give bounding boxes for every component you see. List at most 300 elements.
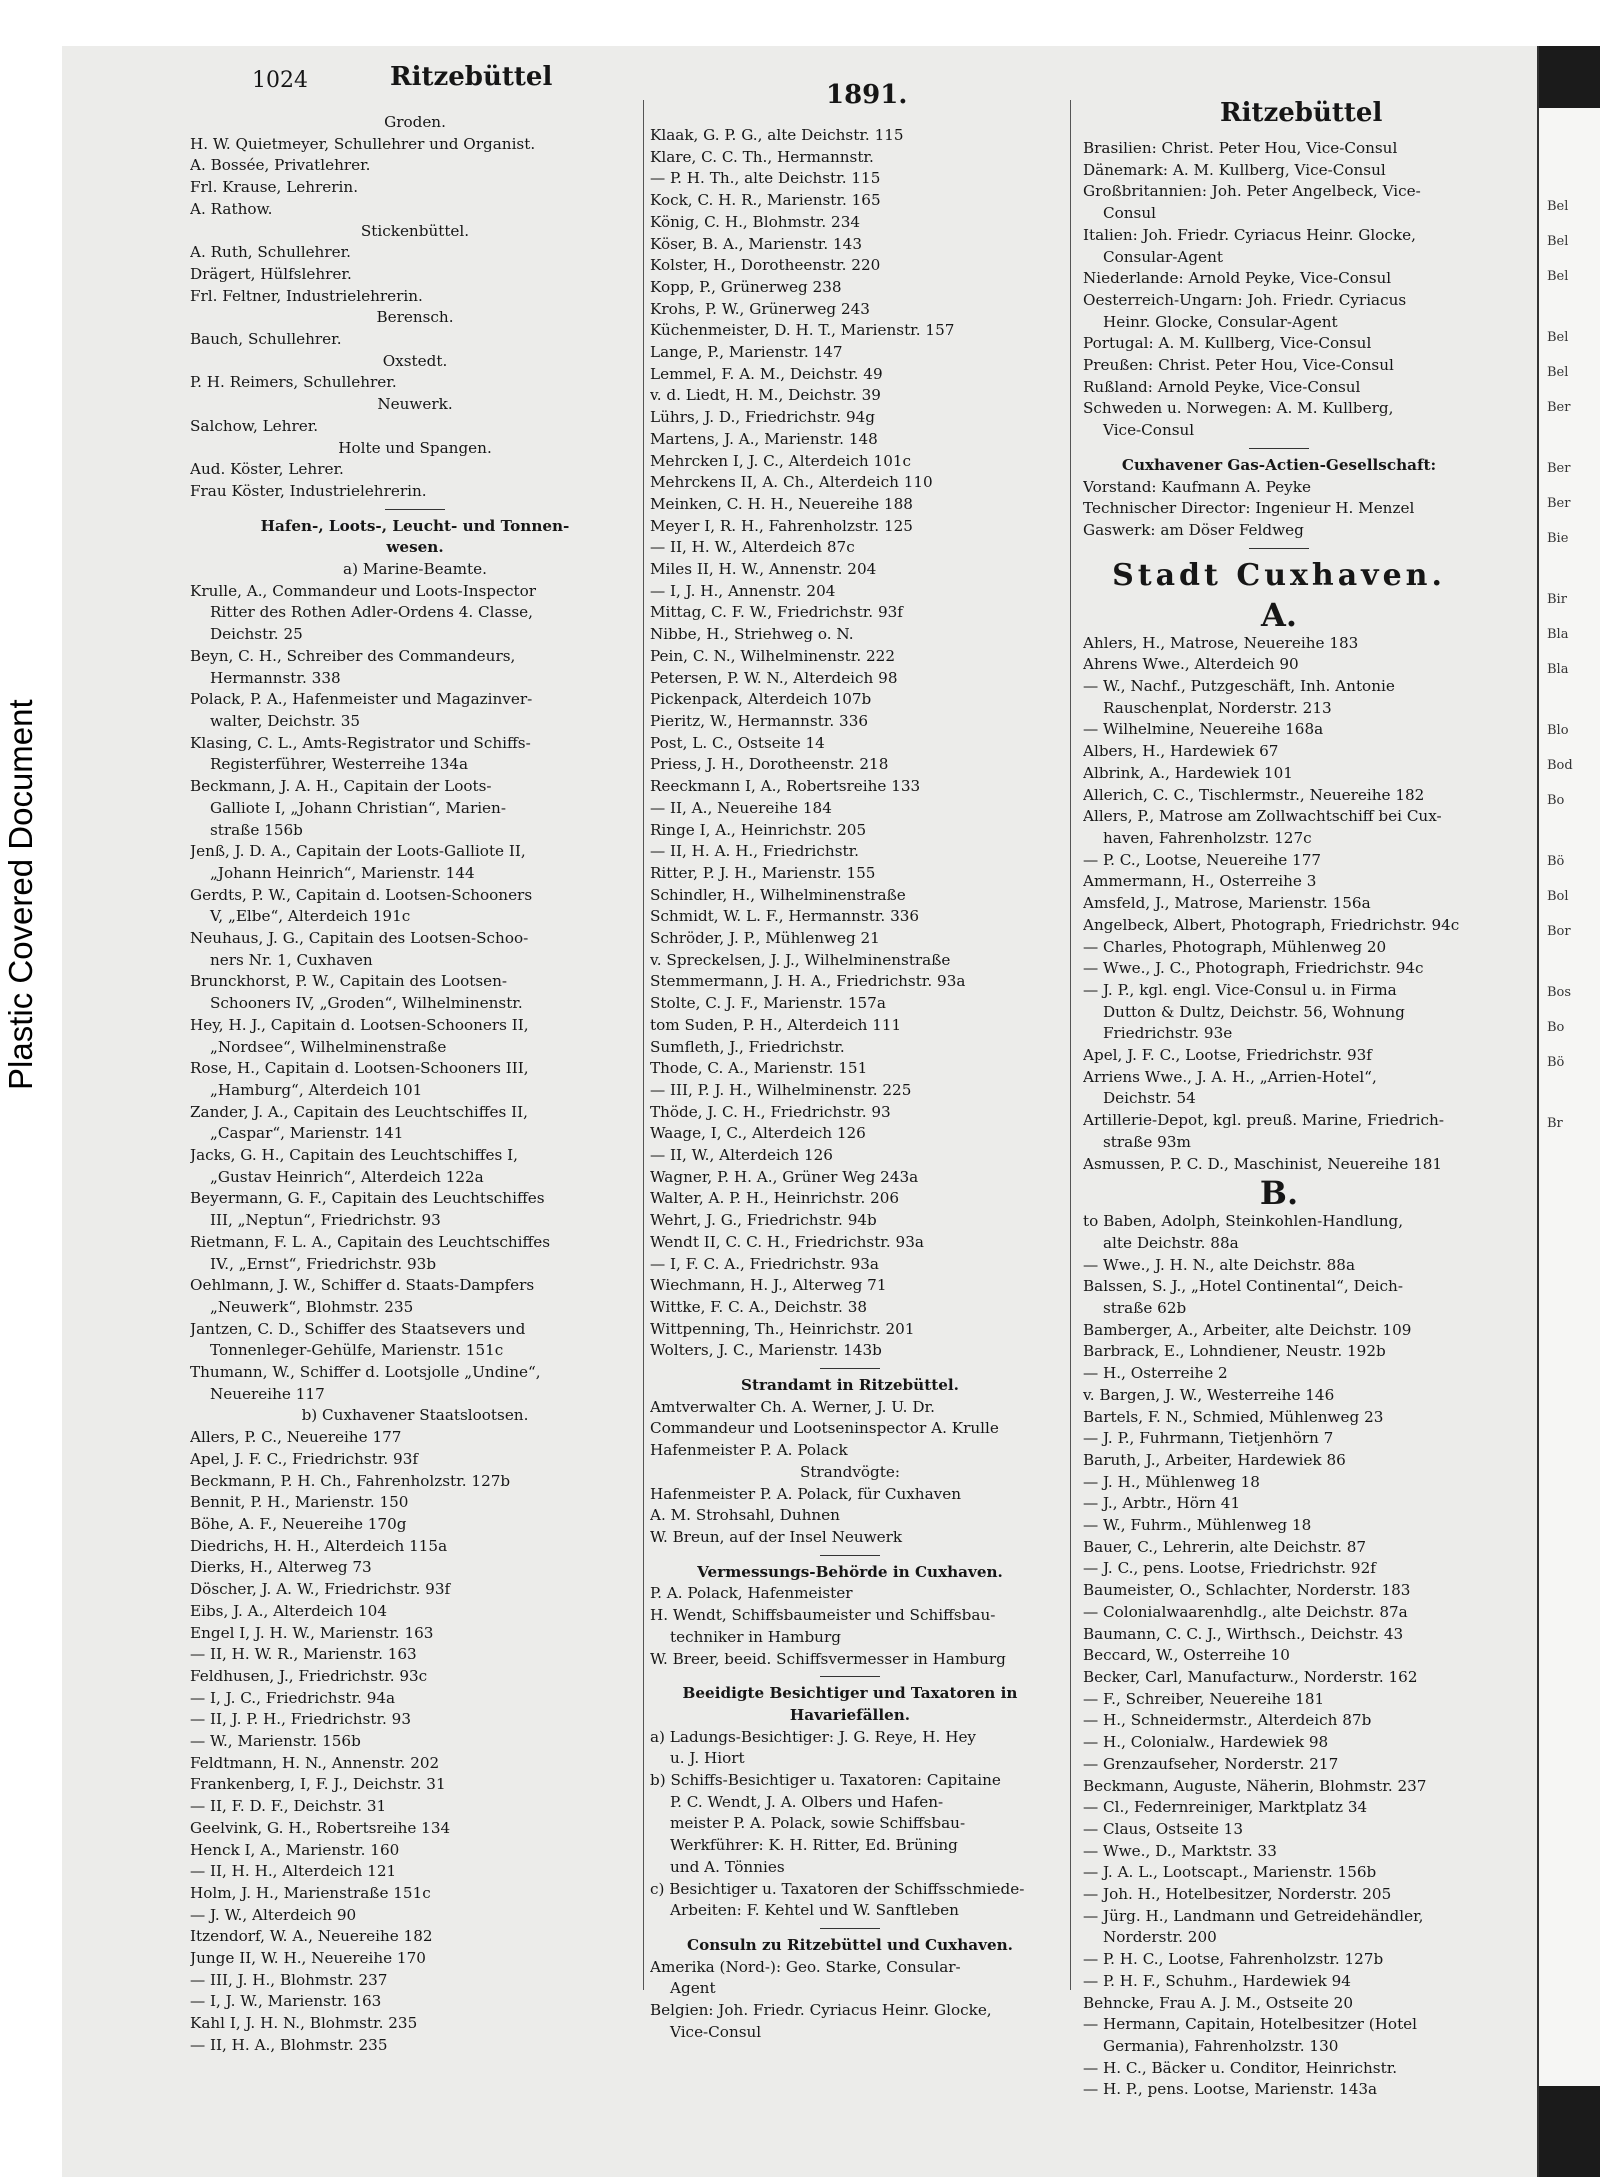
directory-line: Dänemark: A. M. Kullberg, Vice-Consul (1083, 160, 1386, 179)
directory-line: A. M. Strohsahl, Duhnen (650, 1506, 840, 1525)
edge-fragment: Bel (1547, 365, 1569, 380)
directory-line: — P. H. C., Lootse, Fahrenholzstr. 127b (1083, 1950, 1384, 1969)
directory-line: Frau Köster, Industrielehrerin. (190, 481, 427, 500)
directory-line: — Charles, Photograph, Mühlenweg 20 (1083, 937, 1387, 956)
directory-line: Oehlmann, J. W., Schiffer d. Staats-Dampfers (190, 1276, 535, 1295)
directory-line: u. J. Hiort (670, 1749, 745, 1768)
directory-line: „Neuwerk“, Blohmstr. 235 (210, 1297, 414, 1316)
directory-line: „Johann Heinrich“, Marienstr. 144 (210, 863, 475, 882)
directory-line: Klaak, G. P. G., alte Deichstr. 115 (650, 126, 904, 144)
directory-line: techniker in Hamburg (670, 1627, 841, 1646)
directory-line: V, „Elbe“, Alterdeich 191c (210, 907, 411, 926)
directory-line: Behncke, Frau A. J. M., Ostseite 20 (1083, 1993, 1353, 2012)
directory-line: Neuereihe 117 (210, 1384, 325, 1403)
directory-line: Arbeiten: F. Kehtel und W. Sanftleben (670, 1901, 959, 1920)
directory-line: Lange, P., Marienstr. 147 (650, 343, 843, 362)
directory-line: — II, W., Alterdeich 126 (650, 1146, 833, 1165)
directory-line: Amerika (Nord-): Geo. Starke, Consular- (650, 1957, 961, 1976)
directory-line: — F., Schreiber, Neuereihe 181 (1083, 1689, 1325, 1708)
directory-line: — Wwe., J. H. N., alte Deichstr. 88a (1083, 1255, 1356, 1274)
directory-line: Bennit, P. H., Marienstr. 150 (190, 1493, 409, 1512)
section-rule (385, 509, 445, 510)
directory-line: — II, F. D. F., Deichstr. 31 (190, 1797, 387, 1816)
directory-line: Niederlande: Arnold Peyke, Vice-Consul (1083, 269, 1392, 288)
directory-line: — II, H. W., Alterdeich 87c (650, 538, 855, 557)
directory-line: Wittpenning, Th., Heinrichstr. 201 (650, 1319, 915, 1338)
directory-line: P. C. Wendt, J. A. Olbers und Hafen- (670, 1792, 944, 1811)
edge-fragment: Bla (1547, 662, 1569, 677)
directory-line: — H. P., pens. Lootse, Marienstr. 143a (1083, 2080, 1378, 2099)
directory-line: Sumfleth, J., Friedrichstr. (650, 1037, 845, 1056)
directory-line: Aud. Köster, Lehrer. (190, 460, 344, 479)
directory-line: alte Deichstr. 88a (1103, 1233, 1239, 1252)
directory-line: b) Cuxhavener Staatslootsen. (301, 1406, 529, 1425)
scan-shadow-bottom (1539, 2086, 1600, 2177)
directory-line: Amsfeld, J., Matrose, Marienstr. 156a (1083, 894, 1371, 913)
section-rule (820, 1555, 880, 1556)
directory-line: Wehrt, J. G., Friedrichstr. 94b (650, 1211, 877, 1230)
section-heading: Havariefällen. (789, 1705, 911, 1724)
edge-fragment: Blo (1547, 723, 1569, 738)
directory-line: Gerdts, P. W., Capitain d. Lootsen-Schooners (190, 885, 533, 904)
directory-line: Berensch. (376, 308, 454, 327)
directory-line: Technischer Director: Ingenieur H. Menzel (1083, 499, 1415, 518)
directory-line: Eibs, J. A., Alterdeich 104 (190, 1601, 387, 1620)
section-rule (820, 1676, 880, 1677)
directory-line: Engel I, J. H. W., Marienstr. 163 (190, 1623, 434, 1642)
section-rule (820, 1368, 880, 1369)
directory-line: „Gustav Heinrich“, Alterdeich 122a (210, 1167, 484, 1186)
directory-line: W. Breer, beeid. Schiffsvermesser in Hamburg (650, 1649, 1006, 1668)
directory-line: ners Nr. 1, Cuxhaven (210, 950, 373, 969)
directory-line: v. d. Liedt, H. M., Deichstr. 39 (650, 386, 881, 405)
directory-line: Groden. (384, 113, 446, 131)
directory-line: — J. W., Alterdeich 90 (190, 1905, 357, 1924)
directory-line: Becker, Carl, Manufacturw., Norderstr. 162 (1083, 1668, 1418, 1686)
directory-line: Artillerie-Depot, kgl. preuß. Marine, Friedrich- (1083, 1111, 1444, 1130)
directory-line: Ahrens Wwe., Alterdeich 90 (1083, 655, 1299, 674)
directory-line: — Wilhelmine, Neuereihe 168a (1083, 720, 1324, 739)
directory-line: Barbrack, E., Lohndiener, Neustr. 192b (1083, 1342, 1386, 1361)
directory-line: Feldtmann, H. N., Annenstr. 202 (190, 1753, 440, 1772)
directory-line: — Claus, Ostseite 13 (1083, 1819, 1244, 1838)
directory-line: Bauch, Schullehrer. (190, 330, 342, 349)
directory-line: Thumann, W., Schiffer d. Lootsjolle „Undine“, (190, 1363, 541, 1382)
directory-line: — H., Osterreihe 2 (1083, 1364, 1228, 1383)
directory-line: Post, L. C., Ostseite 14 (650, 733, 825, 752)
directory-line: Wolters, J. C., Marienstr. 143b (650, 1341, 882, 1360)
directory-line: Walter, A. P. H., Heinrichstr. 206 (650, 1189, 900, 1208)
directory-line: Jacks, G. H., Capitain des Leuchtschiffes I, (190, 1146, 518, 1165)
directory-line: straße 156b (210, 820, 303, 839)
directory-line: Kolster, H., Dorotheenstr. 220 (650, 256, 881, 275)
directory-line: Mittag, C. F. W., Friedrichstr. 93f (650, 603, 903, 622)
directory-line: Küchenmeister, D. H. T., Marienstr. 157 (650, 321, 955, 340)
directory-line: Preußen: Christ. Peter Hou, Vice-Consul (1083, 356, 1394, 375)
directory-line: Stolte, C. J. F., Marienstr. 157a (650, 994, 886, 1013)
directory-line: Amtverwalter Ch. A. Werner, J. U. Dr. (650, 1397, 935, 1416)
directory-line: — H., Colonialw., Hardewiek 98 (1083, 1733, 1329, 1752)
directory-line: Schmidt, W. L. F., Hermannstr. 336 (650, 907, 920, 926)
directory-line: Albrink, A., Hardewiek 101 (1083, 763, 1293, 782)
directory-line: Ringe I, A., Heinrichstr. 205 (650, 820, 867, 839)
page-number: 1024 (252, 68, 308, 93)
directory-line: Reeckmann I, A., Robertsreihe 133 (650, 777, 921, 796)
directory-line: — Hermann, Capitain, Hotelbesitzer (Hotel (1083, 2015, 1418, 2034)
directory-line: — J. P., Fuhrmann, Tietjenhörn 7 (1083, 1429, 1334, 1448)
directory-line: Vorstand: Kaufmann A. Peyke (1083, 477, 1311, 496)
directory-line: Apel, J. F. C., Lootse, Friedrichstr. 93f (1083, 1046, 1372, 1065)
directory-line: Krohs, P. W., Grünerweg 243 (650, 299, 870, 318)
directory-line: — II, H. H., Alterdeich 121 (190, 1862, 397, 1881)
directory-line: — P. C., Lootse, Neuereihe 177 (1083, 850, 1322, 869)
section-heading: Beeidigte Besichtiger und Taxatoren in (682, 1684, 1018, 1703)
directory-line: Deichstr. 54 (1103, 1089, 1196, 1108)
directory-line: Bartels, F. N., Schmied, Mühlenweg 23 (1083, 1407, 1384, 1426)
directory-line: Lemmel, F. A. M., Deichstr. 49 (650, 364, 883, 383)
edge-fragment: Bö (1547, 854, 1565, 869)
directory-line: Brunckhorst, P. W., Capitain des Lootsen- (190, 972, 508, 991)
column-middle (650, 125, 1050, 2043)
edge-fragment: Bel (1547, 199, 1569, 214)
directory-line: Itzendorf, W. A., Neuereihe 182 (190, 1927, 433, 1946)
directory-line: Stickenbüttel. (360, 221, 470, 240)
edge-fragment: Bie (1547, 531, 1569, 546)
directory-line: Ritter, P. J. H., Marienstr. 155 (650, 863, 876, 882)
directory-line: — Jürg. H., Landmann und Getreidehändler, (1083, 1906, 1424, 1925)
directory-line: W. Breun, auf der Insel Neuwerk (650, 1528, 903, 1546)
edge-fragment: Bel (1547, 269, 1569, 284)
directory-line: Rußland: Arnold Peyke, Vice-Consul (1083, 377, 1361, 396)
directory-line: — J. P., kgl. engl. Vice-Consul u. in Firma (1083, 980, 1397, 999)
directory-line: Köser, B. A., Marienstr. 143 (650, 234, 862, 253)
directory-line: Hey, H. J., Capitain d. Lootsen-Schooners II, (190, 1015, 529, 1034)
directory-line: Heinr. Glocke, Consular-Agent (1103, 312, 1338, 331)
directory-line: Polack, P. A., Hafenmeister und Magazinver- (190, 690, 533, 709)
directory-line: Baumeister, O., Schlachter, Norderstr. 183 (1083, 1581, 1411, 1600)
directory-line: Frankenberg, I, F. J., Deichstr. 31 (190, 1775, 446, 1794)
directory-line: Gaswerk: am Döser Feldweg (1083, 520, 1304, 539)
next-page-edge (1537, 46, 1600, 2177)
directory-line: Neuhaus, J. G., Capitain des Lootsen-Schoo- (190, 929, 529, 948)
edge-fragment: Bir (1547, 592, 1567, 607)
directory-line: v. Bargen, J. W., Westerreihe 146 (1083, 1385, 1335, 1404)
directory-line: Holm, J. H., Marienstraße 151c (190, 1883, 431, 1902)
directory-line: Kopp, P., Grünerweg 238 (650, 277, 842, 296)
directory-line: Lührs, J. D., Friedrichstr. 94g (650, 408, 875, 427)
directory-line: a) Marine-Beamte. (343, 560, 487, 579)
section-heading: Hafen-, Loots-, Leucht- und Tonnen- (260, 516, 570, 535)
directory-line: Wendt II, C. C. H., Friedrichstr. 93a (650, 1232, 924, 1251)
directory-line: Allers, P. C., Neuereihe 177 (190, 1428, 402, 1447)
directory-line: Salchow, Lehrer. (190, 416, 319, 435)
section-heading: A. (1261, 596, 1297, 633)
section-rule (1249, 548, 1309, 549)
edge-fragment: Bo (1547, 793, 1565, 808)
column-divider-2 (1070, 100, 1071, 1990)
directory-line: Petersen, P. W. N., Alterdeich 98 (650, 668, 898, 687)
directory-line: Oesterreich-Ungarn: Joh. Friedr. Cyriacus (1083, 290, 1407, 309)
directory-line: Rietmann, F. L. A., Capitain des Leuchtschiffes (190, 1232, 551, 1251)
edge-fragment: Bod (1547, 758, 1573, 773)
directory-line: meister P. A. Polack, sowie Schiffsbau- (670, 1814, 966, 1833)
directory-line: Kahl I, J. H. N., Blohmstr. 235 (190, 2014, 418, 2033)
year-heading: 1891. (826, 80, 908, 110)
directory-line: Balssen, S. J., „Hotel Continental“, Deich- (1083, 1277, 1403, 1296)
directory-line: Holte und Spangen. (338, 438, 492, 457)
directory-line: Allerich, C. C., Tischlermstr., Neuereihe 182 (1083, 785, 1425, 804)
edge-fragment: Br (1547, 1116, 1563, 1131)
directory-line: — II, A., Neuereihe 184 (650, 798, 832, 817)
next-page-fragments (1539, 196, 1573, 1148)
section-heading: Consuln zu Ritzebüttel und Cuxhaven. (687, 1935, 1013, 1954)
directory-line: — II, H. W. R., Marienstr. 163 (190, 1645, 417, 1664)
column-left (190, 112, 640, 2057)
directory-line: Consular-Agent (1103, 247, 1223, 266)
directory-line: Drägert, Hülfslehrer. (190, 264, 352, 283)
directory-line: Arriens Wwe., J. A. H., „Arrien-Hotel“, (1083, 1067, 1377, 1086)
directory-line: Werkführer: K. H. Ritter, Ed. Brüning (670, 1836, 958, 1855)
directory-line: — Colonialwaarenhdlg., alte Deichstr. 87a (1083, 1602, 1408, 1621)
directory-line: P. H. Reimers, Schullehrer. (190, 373, 397, 392)
directory-line: Wiechmann, H. J., Alterweg 71 (650, 1276, 887, 1295)
directory-line: Schröder, J. P., Mühlenweg 21 (650, 929, 880, 948)
directory-line: — Grenzaufseher, Norderstr. 217 (1083, 1754, 1339, 1773)
scan-shadow-top (1539, 46, 1600, 108)
directory-line: — II, J. P. H., Friedrichstr. 93 (190, 1710, 411, 1729)
directory-line: Feldhusen, J., Friedrichstr. 93c (190, 1666, 428, 1685)
directory-line: — Joh. H., Hotelbesitzer, Norderstr. 205 (1083, 1885, 1392, 1904)
directory-line: Angelbeck, Albert, Photograph, Friedrichstr. 94c (1083, 915, 1460, 934)
section-heading: Cuxhavener Gas-Actien-Gesellschaft: (1121, 455, 1437, 474)
directory-line: Miles II, H. W., Annenstr. 204 (650, 560, 877, 579)
section-rule (820, 1928, 880, 1929)
directory-line: Registerführer, Westerreihe 134a (210, 755, 469, 774)
section-heading: Vermessungs-Behörde in Cuxhaven. (697, 1562, 1003, 1581)
directory-line: — W., Fuhrm., Mühlenweg 18 (1083, 1516, 1312, 1535)
directory-line: Norderstr. 200 (1103, 1928, 1217, 1947)
directory-line: P. A. Polack, Hafenmeister (650, 1584, 853, 1603)
section-rule (1249, 448, 1309, 449)
directory-line: — Cl., Federnreiniger, Marktplatz 34 (1083, 1798, 1368, 1817)
directory-line: Döscher, J. A. W., Friedrichstr. 93f (190, 1580, 451, 1599)
directory-line: Schindler, H., Wilhelminenstraße (650, 885, 906, 904)
directory-line: — III, J. H., Blohmstr. 237 (190, 1970, 388, 1989)
directory-line: Geelvink, G. H., Robertsreihe 134 (190, 1818, 451, 1837)
directory-line: Waage, I, C., Alterdeich 126 (650, 1124, 866, 1143)
directory-line: Jantzen, C. D., Schiffer des Staatsevers und (190, 1319, 526, 1338)
directory-line: Beckmann, J. A. H., Capitain der Loots- (190, 777, 492, 796)
directory-line: Brasilien: Christ. Peter Hou, Vice-Consul (1083, 139, 1398, 157)
directory-line: Diedrichs, H. H., Alterdeich 115a (190, 1536, 448, 1555)
directory-line: — W., Nachf., Putzgeschäft, Inh. Antonie (1083, 677, 1395, 696)
directory-line: — I, J. H., Annenstr. 204 (650, 581, 836, 600)
directory-line: Bamberger, A., Arbeiter, alte Deichstr. 109 (1083, 1320, 1412, 1339)
directory-line: b) Schiffs-Besichtiger u. Taxatoren: Capitaine (650, 1771, 1001, 1790)
directory-line: Rauschenplat, Norderstr. 213 (1103, 698, 1332, 717)
directory-line: Nibbe, H., Striehweg o. N. (650, 625, 854, 644)
directory-line: „Caspar“, Marienstr. 141 (210, 1124, 404, 1143)
directory-line: Pickenpack, Alterdeich 107b (650, 690, 872, 709)
directory-line: Junge II, W. H., Neuereihe 170 (190, 1949, 426, 1968)
directory-line: Dutton & Dultz, Deichstr. 56, Wohnung (1103, 1002, 1405, 1021)
directory-line: — II, H. A. H., Friedrichstr. (650, 842, 860, 861)
edge-fragment: Ber (1547, 400, 1571, 415)
directory-line: straße 93m (1103, 1132, 1191, 1151)
directory-line: Tonnenleger-Gehülfe, Marienstr. 151c (210, 1341, 504, 1360)
directory-line: Dierks, H., Alterweg 73 (190, 1558, 372, 1577)
directory-line: Hafenmeister P. A. Polack, für Cuxhaven (650, 1484, 961, 1503)
directory-line: Hermannstr. 338 (210, 668, 341, 687)
directory-line: Apel, J. F. C., Friedrichstr. 93f (190, 1449, 419, 1468)
directory-line: Stemmermann, J. H. A., Friedrichstr. 93a (650, 972, 966, 991)
edge-fragment: Ber (1547, 496, 1571, 511)
section-heading: wesen. (386, 538, 444, 557)
directory-line: „Hamburg“, Alterdeich 101 (210, 1080, 423, 1099)
directory-line: Asmussen, P. C. D., Maschinist, Neuereihe 181 (1083, 1154, 1443, 1173)
directory-line: — P. H. F., Schuhm., Hardewiek 94 (1083, 1971, 1351, 1990)
column-divider-1 (643, 100, 644, 1990)
directory-line: Henck I, A., Marienstr. 160 (190, 1840, 400, 1859)
section-heading: Stadt Cuxhaven. (1112, 557, 1446, 593)
edge-fragment: Bos (1547, 985, 1572, 1000)
directory-line: Martens, J. A., Marienstr. 148 (650, 429, 878, 448)
directory-line: Meinken, C. H. H., Neuereihe 188 (650, 494, 913, 513)
directory-line: Beckmann, Auguste, Näherin, Blohmstr. 237 (1083, 1776, 1427, 1795)
directory-line: walter, Deichstr. 35 (210, 711, 361, 730)
directory-line: — W., Marienstr. 156b (190, 1732, 361, 1751)
directory-line: Friedrichstr. 93e (1103, 1024, 1233, 1043)
directory-line: to Baben, Adolph, Steinkohlen-Handlung, (1083, 1212, 1404, 1231)
directory-line: Pein, C. N., Wilhelminenstr. 222 (650, 646, 895, 665)
directory-line: Portugal: A. M. Kullberg, Vice-Consul (1083, 334, 1372, 353)
directory-line: Klare, C. C. Th., Hermannstr. (650, 147, 874, 166)
directory-line: Vice-Consul (670, 2022, 762, 2041)
directory-line: Allers, P., Matrose am Zollwachtschiff bei Cux- (1083, 807, 1442, 826)
directory-line: Mehrcken I, J. C., Alterdeich 101c (650, 451, 912, 470)
directory-line: Jenß, J. D. A., Capitain der Loots-Galliote II, (190, 842, 526, 861)
directory-line: Priess, J. H., Dorotheenstr. 218 (650, 755, 889, 774)
directory-line: — P. H. Th., alte Deichstr. 115 (650, 169, 881, 188)
column-right (1083, 138, 1475, 2101)
directory-line: — I, J. W., Marienstr. 163 (190, 1992, 382, 2011)
edge-fragment: Bo (1547, 1020, 1565, 1035)
section-heading: Strandamt in Ritzebüttel. (741, 1376, 959, 1395)
directory-line: straße 62b (1103, 1299, 1187, 1318)
directory-line: — Wwe., J. C., Photograph, Friedrichstr. 94c (1083, 959, 1424, 978)
directory-line: Neuwerk. (377, 395, 453, 414)
directory-line: — H., Schneidermstr., Alterdeich 87b (1083, 1711, 1372, 1730)
edge-fragment: Bel (1547, 330, 1569, 345)
directory-line: Thöde, J. C. H., Friedrichstr. 93 (650, 1102, 891, 1121)
directory-line: Kock, C. H. R., Marienstr. 165 (650, 191, 881, 210)
directory-line: Bauer, C., Lehrerin, alte Deichstr. 87 (1083, 1537, 1367, 1556)
directory-line: — J. C., pens. Lootse, Friedrichstr. 92f (1083, 1559, 1376, 1578)
directory-line: Thode, C. A., Marienstr. 151 (650, 1059, 868, 1078)
side-label: Plastic Covered Document (2, 699, 39, 1090)
directory-line: Frl. Krause, Lehrerin. (190, 178, 359, 197)
right-running-title: Ritzebüttel (1220, 98, 1383, 128)
directory-line: Beyn, C. H., Schreiber des Commandeurs, (190, 646, 516, 665)
directory-line: haven, Fahrenholzstr. 127c (1103, 828, 1312, 847)
directory-line: Agent (670, 1979, 716, 1998)
directory-line: Beccard, W., Osterreihe 10 (1083, 1646, 1290, 1665)
directory-line: Belgien: Joh. Friedr. Cyriacus Heinr. Glocke, (650, 2001, 992, 2020)
directory-line: Großbritannien: Joh. Peter Angelbeck, Vice- (1083, 182, 1421, 201)
directory-line: — III, P. J. H., Wilhelminenstr. 225 (650, 1080, 912, 1099)
directory-line: Baruth, J., Arbeiter, Hardewiek 86 (1083, 1450, 1346, 1469)
directory-line: III, „Neptun“, Friedrichstr. 93 (210, 1211, 441, 1230)
edge-fragment: Bol (1547, 889, 1569, 904)
directory-line: Italien: Joh. Friedr. Cyriacus Heinr. Glocke, (1083, 225, 1416, 244)
directory-line: — I, J. C., Friedrichstr. 94a (190, 1688, 396, 1707)
section-heading: B. (1259, 1175, 1299, 1212)
directory-line: Schweden u. Norwegen: A. M. Kullberg, (1083, 399, 1394, 418)
directory-line: Consul (1103, 204, 1156, 223)
directory-line: Germania), Fahrenholzstr. 130 (1103, 2036, 1339, 2055)
directory-line: und A. Tönnies (670, 1857, 785, 1876)
directory-line: Beckmann, P. H. Ch., Fahrenholzstr. 127b (190, 1471, 511, 1490)
directory-line: v. Spreckelsen, J. J., Wilhelminenstraße (650, 950, 951, 969)
directory-line: Hafenmeister P. A. Polack (650, 1441, 848, 1460)
directory-line: H. W. Quietmeyer, Schullehrer und Organist. (190, 134, 536, 153)
directory-line: Krulle, A., Commandeur und Loots-Inspector (190, 581, 536, 600)
directory-line: Baumann, C. C. J., Wirthsch., Deichstr. 43 (1083, 1624, 1404, 1643)
edge-fragment: Bö (1547, 1055, 1565, 1070)
directory-line: Deichstr. 25 (210, 625, 303, 644)
directory-line: c) Besichtiger u. Taxatoren der Schiffsschmiede- (650, 1879, 1025, 1898)
directory-line: Oxstedt. (382, 351, 448, 370)
directory-line: tom Suden, P. H., Alterdeich 111 (650, 1015, 902, 1034)
directory-line: — J. A. L., Lootscapt., Marienstr. 156b (1083, 1863, 1377, 1882)
directory-line: Wittke, F. C. A., Deichstr. 38 (650, 1297, 868, 1316)
directory-line: Albers, H., Hardewiek 67 (1083, 742, 1279, 761)
directory-line: Ritter des Rothen Adler-Ordens 4. Classe, (210, 603, 533, 622)
directory-line: — J., Arbtr., Hörn 41 (1083, 1494, 1241, 1513)
directory-line: a) Ladungs-Besichtiger: J. G. Reye, H. Hey (650, 1727, 977, 1746)
directory-line: König, C. H., Blohmstr. 234 (650, 212, 861, 231)
directory-line: A. Ruth, Schullehrer. (190, 243, 352, 262)
directory-line: — I, F. C. A., Friedrichstr. 93a (650, 1254, 879, 1273)
directory-line: Beyermann, G. F., Capitain des Leuchtschiffes (190, 1189, 545, 1208)
directory-line: H. Wendt, Schiffsbaumeister und Schiffsbau- (650, 1606, 996, 1625)
directory-line: Frl. Feltner, Industrielehrerin. (190, 286, 423, 305)
directory-line: — Wwe., D., Marktstr. 33 (1083, 1841, 1277, 1860)
directory-line: Ammermann, H., Osterreihe 3 (1083, 872, 1317, 891)
directory-line: Pieritz, W., Hermannstr. 336 (650, 711, 869, 730)
directory-line: Meyer I, R. H., Fahrenholzstr. 125 (650, 516, 913, 535)
directory-line: Mehrckens II, A. Ch., Alterdeich 110 (650, 473, 933, 492)
edge-fragment: Bel (1547, 234, 1569, 249)
directory-line: Galliote I, „Johann Christian“, Marien- (210, 798, 506, 817)
directory-line: Commandeur und Lootseninspector A. Krulle (650, 1419, 999, 1438)
directory-line: Ahlers, H., Matrose, Neuereihe 183 (1083, 633, 1359, 652)
directory-line: Rose, H., Capitain d. Lootsen-Schooners III, (190, 1059, 529, 1078)
directory-line: A. Rathow. (190, 199, 273, 218)
edge-fragment: Bla (1547, 627, 1569, 642)
directory-line: „Nordsee“, Wilhelminenstraße (210, 1037, 447, 1056)
directory-line: Wagner, P. H. A., Grüner Weg 243a (650, 1167, 919, 1186)
directory-line: Zander, J. A., Capitain des Leuchtschiffes II, (190, 1102, 528, 1121)
left-running-title: Ritzebüttel (390, 62, 553, 92)
directory-line: Schooners IV, „Groden“, Wilhelminenstr. (210, 994, 523, 1013)
directory-line: IV., „Ernst“, Friedrichstr. 93b (210, 1254, 437, 1273)
directory-line: — II, H. A., Blohmstr. 235 (190, 2035, 388, 2054)
directory-line: Strandvögte: (800, 1462, 900, 1481)
directory-line: A. Bossée, Privatlehrer. (190, 156, 371, 175)
directory-line: — J. H., Mühlenweg 18 (1083, 1472, 1260, 1491)
edge-fragment: Ber (1547, 461, 1571, 476)
